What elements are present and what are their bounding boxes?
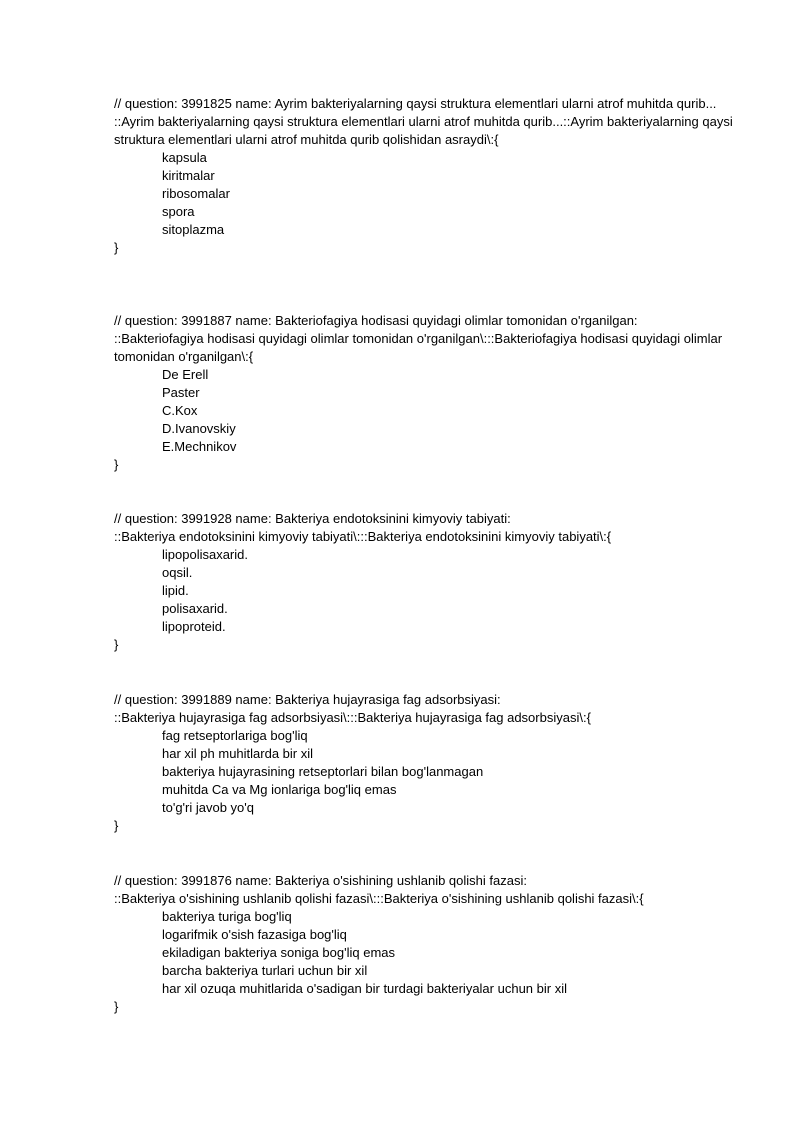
answer-option: De Erell [162,367,209,382]
question-comment: // question: 3991887 name: Bakteriofagiya hodisasi quyidagi olimlar tomonidan o'rganilgan: [114,313,638,328]
question-block [114,312,754,474]
question-comment: // question: 3991928 name: Bakteriya endotoksinini kimyoviy tabiyati: [114,511,511,526]
answer-option: har xil ozuqa muhitlarida o'sadigan bir turdagi bakteriyalar uchun bir xil [162,981,567,996]
question-block [114,872,754,1016]
question-text: ::Bakteriya o'sishining ushlanib qolishi fazasi\:::Bakteriya o'sishining ushlanib qolishi fazasi\:{ [114,891,644,906]
question-block [114,691,754,835]
answer-option: to'g'ri javob yo'q [162,800,254,815]
answer-option: muhitda Ca va Mg ionlariga bog'liq emas [162,782,397,797]
question-block [114,95,754,257]
question-text: ::Bakteriofagiya hodisasi quyidagi olimlar tomonidan o'rganilgan\:::Bakteriofagiya hodisasi quyidagi olimlar tomonidan o'rganilgan\:{ [114,331,723,364]
closing-brace: } [114,818,119,833]
question-text: ::Ayrim bakteriyalarning qaysi struktura elementlari ularni atrof muhitda qurib...::Ayrim bakteriyalarning qaysi struktura elementlari ularni atrof muhitda qurib qolishidan asraydi\:{ [114,114,733,147]
answer-option: polisaxarid. [162,601,228,616]
answer-list [114,366,754,456]
question-text: ::Bakteriya hujayrasiga fag adsorbsiyasi\:::Bakteriya hujayrasiga fag adsorbsiyasi\:{ [114,710,591,725]
answer-option: D.Ivanovskiy [162,421,236,436]
answer-option: kapsula [162,150,207,165]
answer-option: lipid. [162,583,189,598]
answer-option: ribosomalar [162,186,230,201]
answer-option: lipoproteid. [162,619,226,634]
answer-option: har xil ph muhitlarda bir xil [162,746,314,761]
answer-option: bakteriya turiga bog'liq [162,909,292,924]
answer-option: bakteriya hujayrasining retseptorlari bilan bog'lanmagan [162,764,484,779]
answer-list [114,727,754,817]
answer-option: E.Mechnikov [162,439,237,454]
answer-option: C.Kox [162,403,198,418]
answer-option: oqsil. [162,565,193,580]
answer-list [114,908,754,998]
answer-option: logarifmik o'sish fazasiga bog'liq [162,927,347,942]
answer-option: lipopolisaxarid. [162,547,248,562]
closing-brace: } [114,240,119,255]
closing-brace: } [114,999,119,1014]
question-comment: // question: 3991825 name: Ayrim bakteriyalarning qaysi struktura elementlari ularni atrof muhitda qurib... [114,96,717,111]
question-comment: // question: 3991876 name: Bakteriya o'sishining ushlanib qolishi fazasi: [114,873,527,888]
answer-list [114,546,754,636]
answer-option: Paster [162,385,200,400]
question-block [114,510,754,654]
answer-option: kiritmalar [162,168,215,183]
closing-brace: } [114,637,119,652]
question-text: ::Bakteriya endotoksinini kimyoviy tabiyati\:::Bakteriya endotoksinini kimyoviy tabiyati\:{ [114,529,612,544]
answer-option: barcha bakteriya turlari uchun bir xil [162,963,368,978]
answer-option: sitoplazma [162,222,225,237]
answer-option: fag retseptorlariga bog'liq [162,728,308,743]
closing-brace: } [114,457,119,472]
answer-list [114,149,754,239]
question-comment: // question: 3991889 name: Bakteriya hujayrasiga fag adsorbsiyasi: [114,692,501,707]
answer-option: spora [162,204,195,219]
answer-option: ekiladigan bakteriya soniga bog'liq emas [162,945,396,960]
